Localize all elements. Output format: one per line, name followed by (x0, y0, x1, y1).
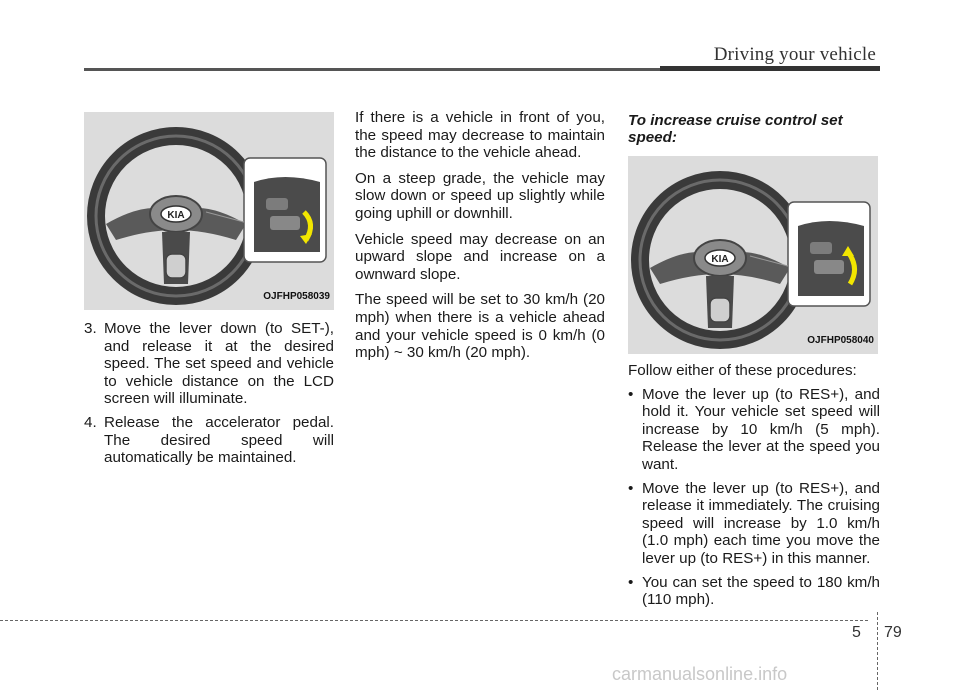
bullet-glyph: • (628, 385, 634, 403)
footer-rule (0, 620, 868, 621)
bullet-item (628, 480, 880, 568)
watermark: carmanualsonline.info (612, 664, 788, 684)
step-4 (84, 414, 334, 467)
steering-wheel-illustration (84, 112, 334, 310)
paragraph: Vehicle speed may decrease on an upward slope and increase on a ownward slope. (355, 230, 605, 283)
bullet-text: Move the lever up (to RES+), and hold it. Your vehicle set speed will increase by 10 km/h (5 mph). Release the lever at the speed you want. (642, 385, 880, 473)
left-column (84, 112, 334, 473)
section-title: Driving your vehicle (713, 44, 876, 65)
steering-wheel-figure-res (628, 156, 878, 354)
paragraph: On a steep grade, the vehicle may slow down or speed up slightly while going uphill or downhill. (355, 169, 605, 222)
figure-caption: OJFHP058039 (263, 291, 330, 303)
right-column (628, 112, 880, 615)
footer-divider (877, 612, 878, 690)
chapter-number: 5 (852, 624, 861, 641)
step-text: Release the accelerator pedal. The desired speed will automatically be maintained. (104, 413, 334, 467)
step-3 (84, 320, 334, 408)
step-text: Move the lever down (to SET-), and release it at the desired speed. The set speed and vehicle to vehicle distance on the LCD screen will illuminate. (104, 320, 334, 408)
bullet-text: Move the lever up (to RES+), and release it immediately. The cruising speed will increase by 1.0 km/h (1.0 mph) each time you move the lever up (to RES+) in this manner. (642, 479, 880, 567)
procedures-intro: Follow either of these procedures: (628, 362, 857, 379)
paragraph: If there is a vehicle in front of you, the speed may decrease to maintain the distance to the vehicle ahead. (355, 109, 605, 162)
bullet-glyph: • (628, 573, 634, 591)
bullet-glyph: • (628, 479, 634, 497)
kia-badge-text: KIA (167, 210, 185, 221)
middle-column (355, 109, 605, 370)
figure-caption: OJFHP058040 (807, 335, 874, 347)
section-heading: To increase cruise control set speed: (628, 112, 843, 146)
kia-badge-text: KIA (711, 254, 729, 265)
bullet-item (628, 574, 880, 609)
bullet-text: You can set the speed to 180 km/h (110 mph). (642, 573, 880, 609)
bullet-item (628, 386, 880, 474)
page-number: 79 (884, 624, 902, 641)
paragraph: The speed will be set to 30 km/h (20 mph) when there is a vehicle ahead and your vehicle speed is 0 km/h (0 mph) ~ 30 km/h (20 mph). (355, 291, 605, 362)
step-number: 4. (84, 413, 97, 431)
header-rule-accent (660, 66, 880, 71)
steering-wheel-illustration (628, 156, 878, 354)
step-number: 3. (84, 320, 97, 337)
steering-wheel-figure-set (84, 112, 334, 310)
